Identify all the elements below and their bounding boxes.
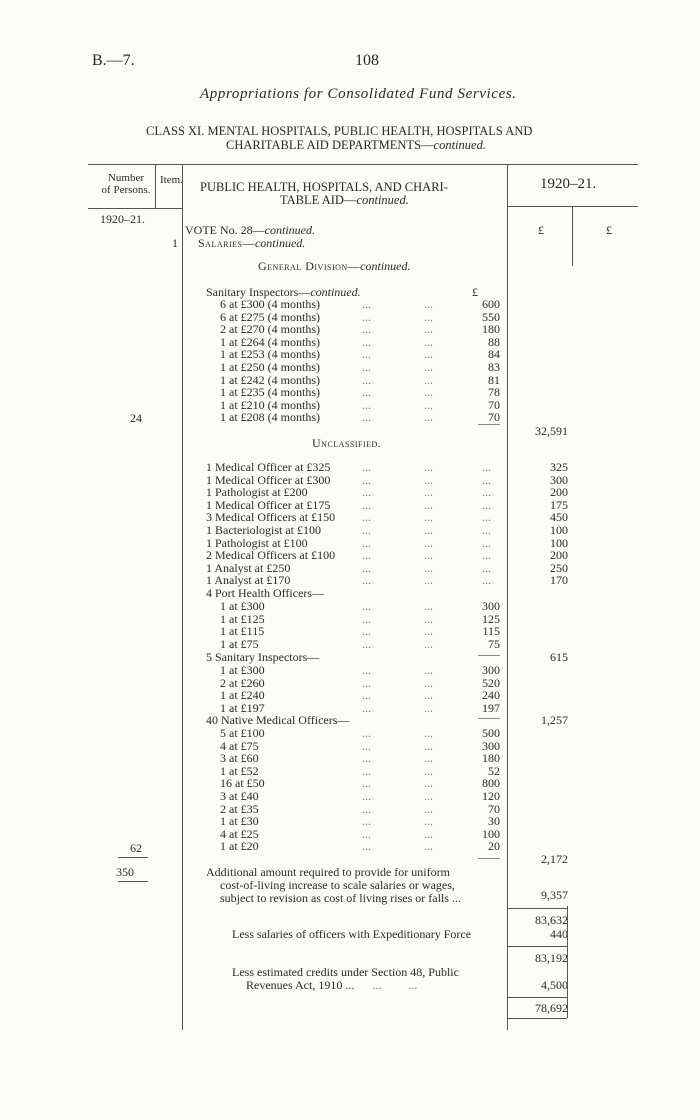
- leader-dots: ...: [424, 460, 433, 474]
- leader-dots: ...: [482, 485, 491, 500]
- additional-line3: subject to revision as cost of living rises or falls ...: [220, 891, 461, 905]
- unclassified-row-amount: 250: [550, 560, 568, 575]
- col-header-item: Item.: [160, 174, 183, 186]
- port-sum-rule: [478, 655, 500, 656]
- leader-dots: ...: [362, 776, 371, 791]
- leader-dots: ...: [424, 573, 433, 588]
- class-heading-line1: CLASS XI. MENTAL HOSPITALS, PUBLIC HEALTH, HOSPITALS AND: [146, 124, 533, 138]
- leader-dots: ...: [482, 548, 491, 563]
- pound-sign-inner: £: [472, 285, 478, 299]
- leader-dots: ...: [424, 751, 433, 766]
- sanitary-row-label: 1 at £250 (4 months): [220, 360, 320, 374]
- unclassified-row-label: 1 Pathologist at £200: [206, 485, 308, 500]
- persons-sum-rule: [118, 857, 148, 858]
- leader-dots: ...: [424, 826, 433, 841]
- subtotal-rule: [507, 908, 567, 909]
- port-row-label: 1 at £300: [220, 599, 265, 613]
- sanitary-sum-rule: [478, 424, 500, 425]
- leader-dots: ...: [482, 510, 491, 525]
- totals-box-right: [567, 906, 568, 1018]
- leader-dots: ...: [424, 801, 433, 816]
- pound-sign-left: £: [538, 223, 544, 237]
- leader-dots: ...: [362, 789, 371, 803]
- pound-sign-right: £: [606, 223, 612, 237]
- leader-dots: ...: [424, 663, 433, 677]
- leader-dots: ...: [482, 573, 491, 588]
- unclassified-row-label: 1 Bacteriologist at £100: [206, 523, 321, 537]
- subtotal2-rule: [507, 946, 567, 947]
- sanitary5-heading: 5 Sanitary Inspectors—: [206, 650, 320, 664]
- port-total: 615: [550, 650, 568, 664]
- leader-dots: ...: [424, 726, 433, 740]
- sanitary5-row-amount: 300: [482, 663, 500, 677]
- leader-dots: ...: [424, 485, 433, 500]
- leader-dots: ...: [362, 738, 371, 753]
- leader-dots: ...: [362, 560, 371, 575]
- leader-dots: ...: [362, 535, 371, 550]
- unclassified-row-label: 1 Medical Officer at £325: [206, 460, 331, 474]
- subtotal2: 83,192: [535, 951, 568, 965]
- unclassified-row-amount: 170: [550, 573, 568, 588]
- leader-dots: ...: [362, 726, 371, 740]
- persons-total-rule: [118, 881, 148, 882]
- native-row-amount: 500: [482, 726, 500, 740]
- leader-dots: ...: [362, 410, 371, 425]
- leader-dots: ...: [424, 523, 433, 537]
- native-row-label: 3 at £60: [220, 751, 259, 766]
- port-row-amount: 125: [482, 611, 500, 626]
- sanitary5-row-amount: 197: [482, 700, 500, 715]
- unclassified-row-label: 1 Pathologist at £100: [206, 535, 308, 550]
- year-header-left: 1920–21.: [100, 212, 145, 226]
- header-rule-right: [507, 206, 638, 207]
- leader-dots: ...: [362, 839, 371, 854]
- native-row-amount: 100: [482, 826, 500, 841]
- net-total: 78,692: [535, 1001, 568, 1015]
- leader-dots: ...: [424, 385, 433, 400]
- sanitary5-row-label: 2 at £260: [220, 675, 265, 690]
- col-rule-left-money: [507, 164, 508, 1030]
- leader-dots: ...: [482, 535, 491, 550]
- leader-dots: ...: [424, 599, 433, 613]
- leader-dots: ...: [362, 347, 371, 362]
- leader-dots: ...: [362, 801, 371, 816]
- leader-dots: ...: [424, 347, 433, 362]
- additional-line1: Additional amount required to provide for uniform: [206, 865, 450, 879]
- less-expeditionary-label: Less salaries of officers with Expeditionary Force: [232, 927, 472, 941]
- sanitary-row-label: 1 at £242 (4 months): [220, 372, 320, 387]
- leader-dots: ...: [482, 523, 491, 537]
- leader-dots: ...: [362, 460, 371, 474]
- unclassified-row-amount: 325: [550, 460, 568, 474]
- leader-dots: ...: [362, 688, 371, 703]
- leader-dots: ...: [362, 663, 371, 677]
- unclassified-row-amount: 100: [550, 523, 568, 537]
- native-row-amount: 70: [488, 801, 500, 816]
- col-header-number: Number of Persons.: [101, 172, 151, 196]
- sanitary5-row-amount: 520: [482, 675, 500, 690]
- unclassified-row-label: 1 Medical Officer at £175: [206, 497, 331, 512]
- leader-dots: ...: [362, 523, 371, 537]
- leader-dots: ...: [482, 472, 491, 487]
- year-header-right: 1920–21.: [540, 176, 597, 192]
- sanitary-row-amount: 81: [488, 372, 500, 387]
- leader-dots: ...: [362, 814, 371, 829]
- sanitary-row-label: 1 at £235 (4 months): [220, 385, 320, 400]
- leader-dots: ...: [362, 510, 371, 525]
- unclassified-heading: Unclassified.: [312, 436, 382, 450]
- port-row-amount: 300: [482, 599, 500, 613]
- sanitary5-row-label: 1 at £197: [220, 700, 265, 715]
- unclassified-row-label: 1 Analyst at £170: [206, 573, 291, 588]
- leader-dots: ...: [362, 297, 371, 311]
- unclassified-row-label: 3 Medical Officers at £150: [206, 510, 336, 525]
- leader-dots: ...: [362, 385, 371, 400]
- native-row-amount: 180: [482, 751, 500, 766]
- sanitary-row-label: 6 at £275 (4 months): [220, 309, 320, 324]
- native-persons: 62: [130, 841, 142, 855]
- page-number: 108: [355, 52, 379, 69]
- unclassified-total: 2,172: [541, 852, 568, 866]
- net-rule-top: [507, 997, 567, 998]
- native-row-amount: 52: [488, 763, 500, 778]
- unclassified-row-amount: 200: [550, 548, 568, 563]
- less-credits-line1: Less estimated credits under Section 48, Public: [232, 965, 459, 979]
- less-credits-line2: Revenues Act, 1910 ... ... ...: [246, 978, 418, 992]
- native-row-label: 5 at £100: [220, 726, 265, 740]
- native-row-label: 4 at £25: [220, 826, 259, 841]
- leader-dots: ...: [424, 700, 433, 715]
- port-row-amount: 75: [488, 636, 500, 651]
- sanitary-row-label: 1 at £264 (4 months): [220, 334, 320, 349]
- leader-dots: ...: [424, 814, 433, 829]
- leader-dots: ...: [362, 611, 371, 626]
- leader-dots: ...: [424, 636, 433, 651]
- sanitary-row-amount: 88: [488, 334, 500, 349]
- leader-dots: ...: [424, 360, 433, 374]
- unclassified-row-label: 1 Analyst at £250: [206, 560, 291, 575]
- salaries-heading: Salaries—continued.: [198, 236, 306, 250]
- leader-dots: ...: [362, 334, 371, 349]
- leader-dots: ...: [362, 599, 371, 613]
- unclassified-row-label: 2 Medical Officers at £100: [206, 548, 336, 563]
- sanitary-row-amount: 78: [488, 385, 500, 400]
- leader-dots: ...: [424, 535, 433, 550]
- native-row-amount: 20: [488, 839, 500, 854]
- sanitary-heading: Sanitary Inspectors—continued.: [206, 285, 361, 299]
- sanitary5-row-amount: 240: [482, 688, 500, 703]
- leader-dots: ...: [362, 497, 371, 512]
- sanitary-total: 32,591: [535, 424, 568, 438]
- leader-dots: ...: [424, 763, 433, 778]
- leader-dots: ...: [424, 776, 433, 791]
- page-ref: B.—7.: [92, 52, 135, 69]
- leader-dots: ...: [424, 624, 433, 639]
- unclassified-row-amount: 300: [550, 472, 568, 487]
- unclassified-row-amount: 200: [550, 485, 568, 500]
- native-heading: 40 Native Medical Officers—: [206, 713, 350, 727]
- unclassified-row-amount: 175: [550, 497, 568, 512]
- section-heading-line2: TABLE AID—continued.: [280, 193, 409, 207]
- native-row-label: 1 at £52: [220, 763, 259, 778]
- leader-dots: ...: [362, 322, 371, 337]
- subtotal: 83,632: [535, 913, 568, 927]
- leader-dots: ...: [362, 573, 371, 588]
- leader-dots: ...: [424, 297, 433, 311]
- sanitary-row-amount: 550: [482, 309, 500, 324]
- leader-dots: ...: [482, 460, 491, 474]
- item-number: 1: [172, 236, 178, 250]
- leader-dots: ...: [362, 763, 371, 778]
- leader-dots: ...: [424, 839, 433, 854]
- leader-dots: ...: [424, 472, 433, 487]
- less-expeditionary-amount: 440: [550, 927, 568, 941]
- leader-dots: ...: [424, 560, 433, 575]
- native-row-label: 4 at £75: [220, 738, 259, 753]
- sanitary-row-amount: 180: [482, 322, 500, 337]
- sanitary5-sum-rule: [478, 718, 500, 719]
- leader-dots: ...: [362, 751, 371, 766]
- leader-dots: ...: [424, 510, 433, 525]
- sanitary-row-label: 2 at £270 (4 months): [220, 322, 320, 337]
- leader-dots: ...: [424, 372, 433, 387]
- unclassified-row-amount: 100: [550, 535, 568, 550]
- leader-dots: ...: [362, 624, 371, 639]
- leader-dots: ...: [424, 497, 433, 512]
- native-row-amount: 30: [488, 814, 500, 829]
- native-row-label: 1 at £20: [220, 839, 259, 854]
- additional-amount: 9,357: [541, 888, 568, 902]
- native-row-amount: 800: [482, 776, 500, 791]
- port-row-label: 1 at £75: [220, 636, 259, 651]
- unclassified-row-amount: 450: [550, 510, 568, 525]
- table-top-rule: [88, 164, 638, 165]
- sanitary5-total: 1,257: [541, 713, 568, 727]
- leader-dots: ...: [424, 397, 433, 412]
- section-heading-line1: PUBLIC HEALTH, HOSPITALS, AND CHARI-: [200, 180, 448, 194]
- native-row-amount: 300: [482, 738, 500, 753]
- leader-dots: ...: [424, 789, 433, 803]
- native-row-label: 1 at £30: [220, 814, 259, 829]
- vote-heading: VOTE No. 28—continued.: [185, 223, 315, 237]
- leader-dots: ...: [424, 738, 433, 753]
- leader-dots: ...: [424, 309, 433, 324]
- port-row-label: 1 at £125: [220, 611, 265, 626]
- leader-dots: ...: [424, 322, 433, 337]
- native-row-label: 3 at £40: [220, 789, 259, 803]
- native-row-label: 2 at £35: [220, 801, 259, 816]
- class-heading-line2: CHARITABLE AID DEPARTMENTS—continued.: [226, 138, 486, 152]
- leader-dots: ...: [424, 410, 433, 425]
- native-row-label: 16 at £50: [220, 776, 265, 791]
- sanitary5-row-label: 1 at £300: [220, 663, 265, 677]
- leader-dots: ...: [362, 636, 371, 651]
- leader-dots: ...: [362, 485, 371, 500]
- leader-dots: ...: [424, 548, 433, 563]
- col-rule-item: [182, 164, 183, 1030]
- page-title: Appropriations for Consolidated Fund Services.: [200, 86, 517, 102]
- net-rule-bottom: [507, 1018, 567, 1019]
- sanitary-row-amount: 600: [482, 297, 500, 311]
- sanitary-row-amount: 83: [488, 360, 500, 374]
- division-heading: General Division—continued.: [258, 259, 411, 273]
- sanitary-row-label: 1 at £253 (4 months): [220, 347, 320, 362]
- leader-dots: ...: [362, 675, 371, 690]
- native-sum-rule: [478, 858, 500, 859]
- leader-dots: ...: [424, 675, 433, 690]
- sanitary-row-label: 1 at £210 (4 months): [220, 397, 320, 412]
- sanitary-row-amount: 70: [488, 397, 500, 412]
- unclassified-row-label: 1 Medical Officer at £300: [206, 472, 331, 487]
- sanitary-row-label: 1 at £208 (4 months): [220, 410, 320, 425]
- sanitary5-row-label: 1 at £240: [220, 688, 265, 703]
- leader-dots: ...: [362, 309, 371, 324]
- sanitary-row-amount: 84: [488, 347, 500, 362]
- leader-dots: ...: [362, 472, 371, 487]
- persons-total: 350: [116, 865, 134, 879]
- sanitary-row-amount: 70: [488, 410, 500, 425]
- port-heading: 4 Port Health Officers—: [206, 586, 325, 600]
- leader-dots: ...: [482, 560, 491, 575]
- native-row-amount: 120: [482, 789, 500, 803]
- leader-dots: ...: [424, 611, 433, 626]
- port-row-amount: 115: [482, 624, 500, 639]
- leader-dots: ...: [424, 688, 433, 703]
- leader-dots: ...: [362, 397, 371, 412]
- port-row-label: 1 at £115: [220, 624, 265, 639]
- col-rule-money-mid: [572, 206, 573, 266]
- header-rule-left: [88, 208, 183, 209]
- sanitary-persons: 24: [130, 411, 142, 425]
- leader-dots: ...: [362, 372, 371, 387]
- less-credits-amount: 4,500: [541, 978, 568, 992]
- leader-dots: ...: [362, 548, 371, 563]
- leader-dots: ...: [424, 334, 433, 349]
- leader-dots: ...: [362, 700, 371, 715]
- leader-dots: ...: [362, 826, 371, 841]
- additional-line2: cost-of-living increase to scale salaries or wages,: [220, 878, 455, 892]
- leader-dots: ...: [362, 360, 371, 374]
- sanitary-row-label: 6 at £300 (4 months): [220, 297, 320, 311]
- leader-dots: ...: [482, 497, 491, 512]
